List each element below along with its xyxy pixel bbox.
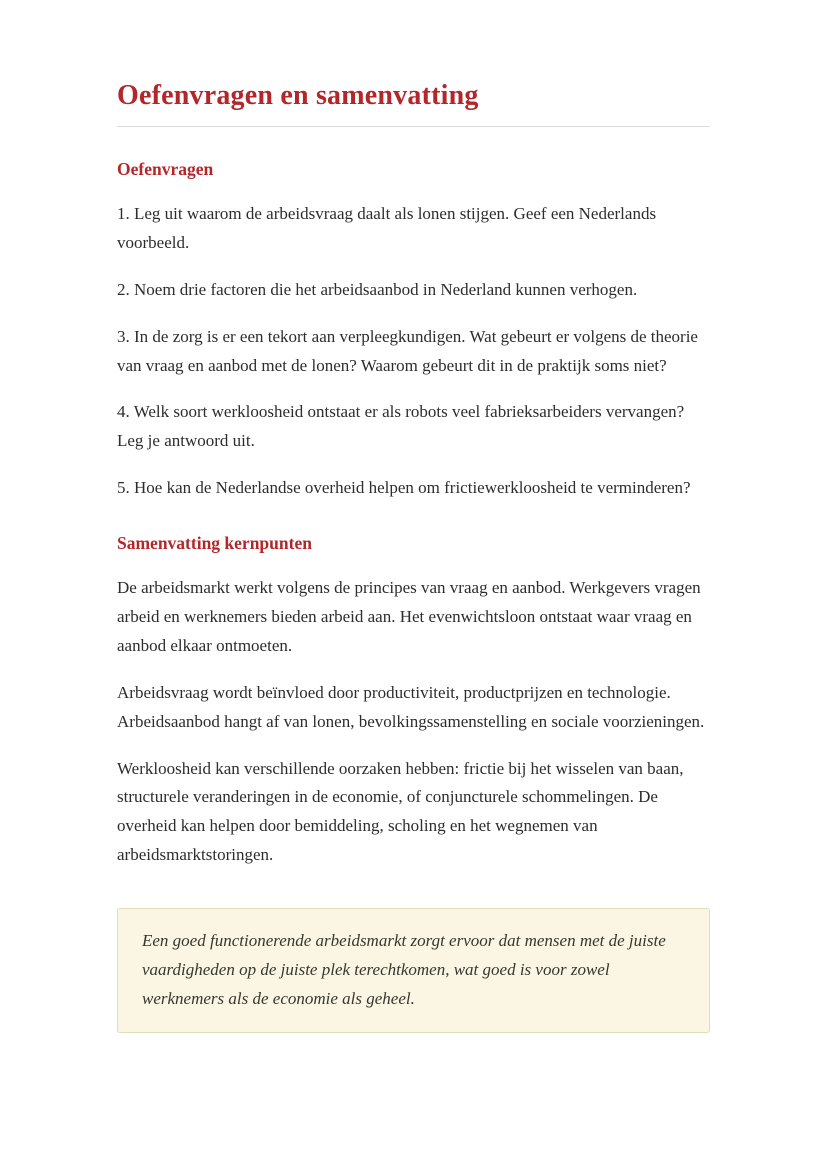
callout-text: Een goed functionerende arbeidsmarkt zorgt ervoor dat mensen met de juiste vaardigheden op de juiste plek terechtkomen, wat goed is voor zowel werknemers als de economie als geheel. (142, 931, 666, 1008)
questions-section-heading: Oefenvragen (117, 159, 214, 179)
question-item-1: 1. Leg uit waarom de arbeidsvraag daalt als lonen stijgen. Geef een Nederlands voorbeeld. (117, 204, 657, 252)
question-item-2: 2. Noem drie factoren die het arbeidsaanbod in Nederland kunnen verhogen. (117, 279, 638, 299)
question-item-3: 3. In de zorg is er een tekort aan verpleegkundigen. Wat gebeurt er volgens de theorie van vraag en aanbod met de lonen? Waarom gebeurt dit in de praktijk soms niet? (117, 326, 698, 375)
summary-paragraph-2: Arbeidsvraag wordt beïnvloed door productiviteit, productprijzen en technologie. Arbeidsaanbod hangt af van lonen, bevolkingssamenstelling en sociale voorzieningen. (117, 682, 705, 731)
question-item-5: 5. Hoe kan de Nederlandse overheid helpen om frictiewerkloosheid te verminderen? (117, 478, 691, 498)
summary-section-heading: Samenvatting kernpunten (117, 533, 312, 554)
page-title: Oefenvragen en samenvatting (117, 80, 479, 111)
title-divider (117, 126, 710, 127)
summary-paragraph-1: De arbeidsmarkt werkt volgens de principes van vraag en aanbod. Werkgevers vragen arbeid en werknemers bieden arbeid aan. Het evenwichtsloon ontstaat waar vraag en aanbod elkaar ontmoeten. (117, 578, 701, 655)
summary-paragraph-3: Werkloosheid kan verschillende oorzaken hebben: frictie bij het wisselen van baan, structurele veranderingen in de economie, of conjuncturele schommelingen. De overheid kan helpen door bemiddeling, scholing en het wegnemen van arbeidsmarktstoringen. (117, 758, 684, 865)
question-item-4: 4. Welk soort werkloosheid ontstaat er als robots veel fabrieksarbeiders vervangen? Leg je antwoord uit. (117, 402, 685, 451)
key-takeaway-callout (117, 908, 710, 1033)
